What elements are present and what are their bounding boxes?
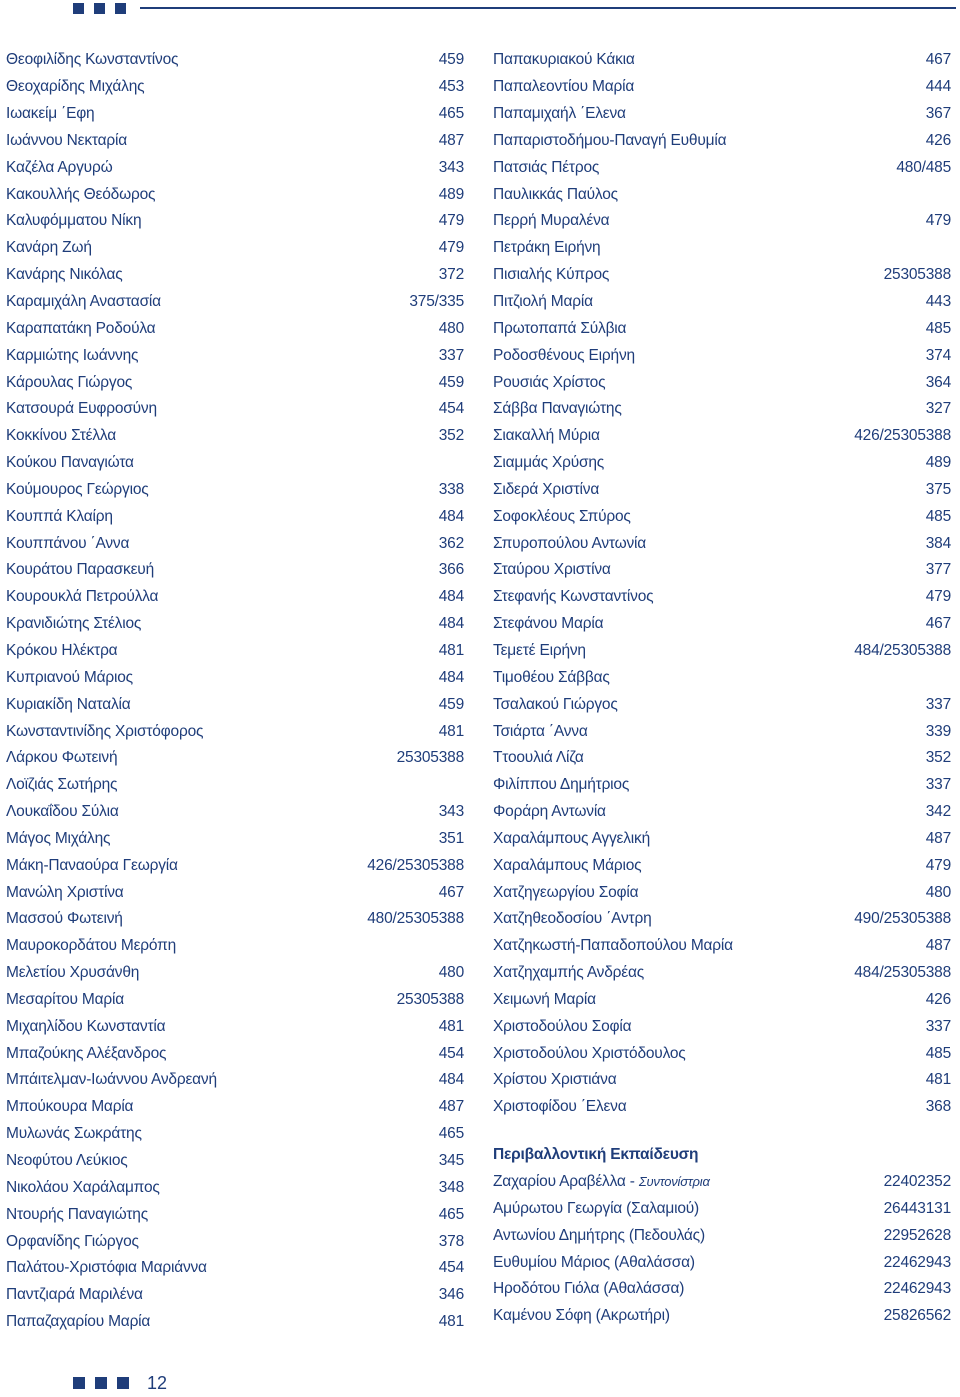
person-name: Κακουλλής Θεόδωρος	[6, 185, 156, 203]
list-item	[6, 745, 464, 772]
phone-extension: 487	[925, 937, 951, 955]
list-item	[493, 342, 951, 369]
list-item	[6, 557, 464, 584]
list-item	[493, 503, 951, 530]
person-name: Παπαριστοδήμου-Παναγή Ευθυμία	[493, 131, 727, 149]
phone-extension: 343	[438, 803, 464, 821]
list-item	[6, 289, 464, 316]
person-name: Μελετίου Χρυσάνθη	[6, 964, 140, 982]
phone-extension: 481	[438, 1313, 464, 1331]
person-name: Παπακυριακού Κάκια	[493, 51, 635, 69]
list-item	[493, 369, 951, 396]
list-item	[6, 691, 464, 718]
phone-extension: 467	[438, 883, 464, 901]
phone-extension: 465	[438, 1125, 464, 1143]
phone-extension: 368	[925, 1098, 951, 1116]
list-item	[6, 1174, 464, 1201]
list-item	[6, 396, 464, 423]
list-item	[6, 262, 464, 289]
list-item	[6, 1040, 464, 1067]
phone-extension: 480	[438, 319, 464, 337]
person-name: Χριστοφίδου ΄Ελενα	[493, 1098, 627, 1116]
person-name: Σταύρου Χριστίνα	[493, 561, 611, 579]
list-item	[493, 262, 951, 289]
person-name: Χατζηθεοδοσίου ΄Αντρη	[493, 910, 652, 928]
person-name: Χριστοδούλου Χριστόδουλος	[493, 1044, 686, 1062]
person-name: Κατσουρά Ευφροσύνη	[6, 400, 157, 418]
person-name: Μανώλη Χριστίνα	[6, 883, 124, 901]
person-name: Παυλικκάς Παύλος	[493, 185, 618, 203]
phone-extension: 338	[438, 480, 464, 498]
phone-extension: 378	[438, 1232, 464, 1250]
phone-extension: 364	[925, 373, 951, 391]
phone-extension: 25305388	[883, 266, 951, 284]
list-item	[6, 1282, 464, 1309]
person-name: Μεσαρίτου Μαρία	[6, 990, 125, 1008]
person-name: Κουππάνου ΄Αννα	[6, 534, 130, 552]
list-item	[6, 315, 464, 342]
person-name: Σοφοκλέους Σπύρος	[493, 507, 631, 525]
list-item	[6, 852, 464, 879]
person-name: Ηροδότου Γιόλα (Αθαλάσσα)	[493, 1280, 685, 1298]
phone-extension: 352	[438, 427, 464, 445]
person-name: Σάββα Παναγιώτης	[493, 400, 622, 418]
person-name: Σιακαλλή Μύρια	[493, 427, 600, 445]
list-item	[6, 235, 464, 262]
list-item	[6, 1067, 464, 1094]
phone-extension: 22952628	[883, 1226, 951, 1244]
list-item	[493, 960, 951, 987]
phone-extension: 22462943	[883, 1253, 951, 1271]
person-name: Καραμιχάλη Αναστασία	[6, 293, 161, 311]
phone-extension: 484	[438, 615, 464, 633]
person-name: Σιαμμάς Χρύσης	[493, 454, 605, 472]
list-item	[6, 825, 464, 852]
person-name: Τεμετέ Ειρήνη	[493, 641, 586, 659]
list-item	[493, 74, 951, 101]
phone-extension: 465	[438, 105, 464, 123]
phone-extension: 480/25305388	[367, 910, 464, 928]
square-marker-icon	[73, 3, 84, 14]
phone-extension: 25826562	[883, 1307, 951, 1325]
phone-extension: 479	[925, 856, 951, 874]
person-name: Κούμουρος Γεώργιος	[6, 480, 149, 498]
phone-extension: 426	[925, 131, 951, 149]
list-item	[6, 664, 464, 691]
list-item	[493, 128, 951, 155]
phone-extension: 342	[925, 803, 951, 821]
person-name: Θεοφιλίδης Κωνσταντίνος	[6, 51, 179, 69]
phone-extension: 481	[438, 1017, 464, 1035]
list-item	[493, 825, 951, 852]
person-name: Πρωτοπαπά Σύλβια	[493, 319, 627, 337]
list-item	[493, 315, 951, 342]
list-item	[493, 745, 951, 772]
phone-extension: 459	[438, 695, 464, 713]
list-item	[493, 1303, 951, 1330]
person-name: Ττοουλιά Λίζα	[493, 749, 584, 767]
header-squares	[73, 3, 126, 14]
phone-extension: 327	[925, 400, 951, 418]
person-name: Μασσού Φωτεινή	[6, 910, 123, 928]
phone-extension: 487	[438, 131, 464, 149]
list-item	[493, 530, 951, 557]
phone-extension: 484/25305388	[854, 964, 951, 982]
person-name: Κυριακίδη Ναταλία	[6, 695, 131, 713]
phone-extension: 454	[438, 400, 464, 418]
phone-extension: 375/335	[409, 293, 464, 311]
list-item	[6, 423, 464, 450]
person-name: Πετράκη Ειρήνη	[493, 239, 601, 257]
person-name: Παπαλεοντίου Μαρία	[493, 78, 635, 96]
header-rule	[140, 7, 956, 9]
list-item	[6, 1148, 464, 1175]
phone-extension: 26443131	[883, 1199, 951, 1217]
person-name: Φιλίππου Δημήτριος	[493, 776, 630, 794]
phone-extension: 479	[438, 212, 464, 230]
person-name: Παπαζαχαρίου Μαρία	[6, 1313, 151, 1331]
list-item	[493, 584, 951, 611]
list-item	[493, 396, 951, 423]
phone-extension: 487	[438, 1098, 464, 1116]
header-bar	[0, 0, 960, 16]
person-name: Καραπατάκη Ροδούλα	[6, 319, 156, 337]
person-name: Λουκαΐδου Σύλια	[6, 803, 119, 821]
phone-extension: 467	[925, 615, 951, 633]
list-item	[493, 289, 951, 316]
person-name: Χατζηκωστή-Παπαδοπούλου Μαρία	[493, 937, 733, 955]
list-item	[6, 960, 464, 987]
phone-extension: 346	[438, 1286, 464, 1304]
list-item	[493, 1276, 951, 1303]
phone-extension: 481	[438, 641, 464, 659]
phone-extension: 362	[438, 534, 464, 552]
list-item	[493, 718, 951, 745]
coordinator-phone: 22402352	[883, 1173, 951, 1191]
list-item	[493, 208, 951, 235]
square-marker-icon	[94, 3, 105, 14]
list-item	[6, 1309, 464, 1336]
coordinator-row	[493, 1169, 951, 1196]
person-name: Μάγος Μιχάλης	[6, 829, 111, 847]
phone-extension: 467	[925, 51, 951, 69]
phone-extension: 374	[925, 346, 951, 364]
list-item	[493, 47, 951, 74]
person-name: Κουππά Κλαίρη	[6, 507, 113, 525]
person-name: Χαραλάμπους Μάριος	[493, 856, 642, 874]
person-name: Χαραλάμπους Αγγελική	[493, 829, 651, 847]
person-name: Παντζιαρά Μαριλένα	[6, 1286, 143, 1304]
square-marker-icon	[73, 1377, 85, 1389]
phone-extension: 426/25305388	[367, 856, 464, 874]
phone-extension: 485	[925, 1044, 951, 1062]
person-name: Κρόκου Ηλέκτρα	[6, 641, 118, 659]
square-marker-icon	[115, 3, 126, 14]
phone-extension: 372	[438, 266, 464, 284]
phone-extension: 366	[438, 561, 464, 579]
person-name: Μυλωνάς Σωκράτης	[6, 1125, 142, 1143]
phone-extension: 367	[925, 105, 951, 123]
phone-extension: 443	[925, 293, 951, 311]
phone-extension: 343	[438, 158, 464, 176]
list-item	[6, 503, 464, 530]
phone-extension: 337	[925, 1017, 951, 1035]
phone-extension: 490/25305388	[854, 910, 951, 928]
list-item	[493, 1094, 951, 1121]
phone-extension: 351	[438, 829, 464, 847]
person-name: Ιωακείμ ΄Εφη	[6, 105, 95, 123]
list-item	[493, 611, 951, 638]
list-item	[6, 584, 464, 611]
list-item	[6, 74, 464, 101]
list-item	[493, 557, 951, 584]
person-name: Σπυροπούλου Αντωνία	[493, 534, 647, 552]
list-item	[6, 1201, 464, 1228]
coordinator-role: Συντονίστρια	[638, 1174, 710, 1190]
person-name: Κοκκίνου Στέλλα	[6, 427, 116, 445]
phone-extension: 481	[438, 722, 464, 740]
list-item	[493, 1195, 951, 1222]
list-item	[493, 1249, 951, 1276]
phone-extension: 377	[925, 561, 951, 579]
phone-extension: 484	[438, 668, 464, 686]
phone-extension: 489	[438, 185, 464, 203]
list-item	[493, 933, 951, 960]
list-item	[493, 101, 951, 128]
person-name: Μιχαηλίδου Κωνσταντία	[6, 1017, 166, 1035]
list-item	[6, 799, 464, 826]
list-item	[6, 47, 464, 74]
person-name: Νικολάου Χαράλαμπος	[6, 1178, 160, 1196]
list-item	[493, 691, 951, 718]
person-name: Καζέλα Αργυρώ	[6, 158, 113, 176]
phone-extension: 25305388	[396, 749, 464, 767]
person-name: Φοράρη Αντωνία	[493, 803, 606, 821]
phone-extension: 352	[925, 749, 951, 767]
person-name: Κάρουλας Γιώργος	[6, 373, 133, 391]
phone-extension: 480	[925, 883, 951, 901]
phone-extension: 484	[438, 588, 464, 606]
list-item	[6, 933, 464, 960]
list-item	[493, 906, 951, 933]
list-item	[493, 235, 951, 262]
person-name: Αντωνίου Δημήτρης (Πεδουλάς)	[493, 1226, 705, 1244]
phone-extension: 454	[438, 1044, 464, 1062]
person-name: Χειμωνή Μαρία	[493, 990, 596, 1008]
list-item	[6, 530, 464, 557]
person-name: Σιδερά Χριστίνα	[493, 480, 600, 498]
phone-extension: 484	[438, 1071, 464, 1089]
list-item	[493, 1067, 951, 1094]
list-item	[493, 154, 951, 181]
list-item	[493, 423, 951, 450]
page-number: 12	[147, 1373, 168, 1393]
phone-extension: 339	[925, 722, 951, 740]
phone-extension: 480/485	[896, 158, 951, 176]
list-item	[6, 1255, 464, 1282]
phone-extension: 479	[925, 212, 951, 230]
person-name: Χρίστου Χριστιάνα	[493, 1071, 617, 1089]
phone-extension: 375	[925, 480, 951, 498]
list-item	[493, 1222, 951, 1249]
person-name: Αμύρωτου Γεωργία (Σαλαμιού)	[493, 1199, 699, 1217]
right-directory-column	[493, 47, 951, 1330]
list-item	[6, 987, 464, 1014]
person-name: Ευθυμίου Μάριος (Αθαλάσσα)	[493, 1253, 695, 1271]
phone-extension: 25305388	[396, 990, 464, 1008]
coordinator-name-text: Ζαχαρίου Αραβέλλα -	[493, 1173, 639, 1191]
person-name: Τσαλακού Γιώργος	[493, 695, 618, 713]
list-item	[6, 611, 464, 638]
list-item	[493, 1040, 951, 1067]
person-name: Χριστοδούλου Σοφία	[493, 1017, 632, 1035]
list-item	[493, 664, 951, 691]
coordinator-name	[493, 1173, 710, 1191]
left-directory-column	[6, 47, 464, 1336]
phone-extension: 454	[438, 1259, 464, 1277]
list-item	[6, 1094, 464, 1121]
person-name: Στεφάνου Μαρία	[493, 615, 604, 633]
phone-extension: 337	[438, 346, 464, 364]
person-name: Ροδοσθένους Ειρήνη	[493, 346, 635, 364]
person-name: Νεοφύτου Λεύκιος	[6, 1152, 128, 1170]
person-name: Μπάιτελμαν-Ιωάννου Ανδρεανή	[6, 1071, 217, 1089]
phone-extension: 453	[438, 78, 464, 96]
phone-extension: 479	[438, 239, 464, 257]
square-marker-icon	[95, 1377, 107, 1389]
phone-extension: 485	[925, 319, 951, 337]
list-item	[6, 1013, 464, 1040]
person-name: Τσιάρτα ΄Αννα	[493, 722, 588, 740]
phone-extension: 465	[438, 1205, 464, 1223]
person-name: Μπούκουρα Μαρία	[6, 1098, 134, 1116]
list-item	[6, 181, 464, 208]
person-name: Λάρκου Φωτεινή	[6, 749, 118, 767]
phone-extension: 337	[925, 695, 951, 713]
section-spacer	[493, 1121, 951, 1142]
list-item	[493, 852, 951, 879]
list-item	[6, 477, 464, 504]
person-name: Παπαμιχαήλ ΄Ελενα	[493, 105, 626, 123]
section-heading	[493, 1142, 951, 1169]
person-name: Στεφανής Κωνσταντίνος	[493, 588, 654, 606]
person-name: Καμένου Σόφη (Ακρωτήρι)	[493, 1307, 670, 1325]
person-name: Μπαζούκης Αλέξανδρος	[6, 1044, 167, 1062]
person-name: Μάκη-Παναούρα Γεωργία	[6, 856, 178, 874]
list-item	[6, 101, 464, 128]
person-name: Τιμοθέου Σάββας	[493, 668, 610, 686]
list-item	[6, 208, 464, 235]
list-item	[493, 772, 951, 799]
person-name: Ορφανίδης Γιώργος	[6, 1232, 139, 1250]
list-item	[493, 450, 951, 477]
person-name: Κουράτου Παρασκευή	[6, 561, 154, 579]
person-name: Πατσιάς Πέτρος	[493, 158, 600, 176]
list-item	[6, 879, 464, 906]
person-name: Κουρουκλά Πετρούλλα	[6, 588, 159, 606]
person-name: Λοϊζιάς Σωτήρης	[6, 776, 118, 794]
phone-extension: 426	[925, 990, 951, 1008]
person-name: Κανάρης Νικόλας	[6, 266, 123, 284]
list-item	[6, 1228, 464, 1255]
phone-extension: 337	[925, 776, 951, 794]
person-name: Κρανιδιώτης Στέλιος	[6, 615, 142, 633]
phone-extension: 345	[438, 1152, 464, 1170]
person-name: Χατζηχαμπής Ανδρέας	[493, 964, 645, 982]
page-footer	[73, 1374, 167, 1392]
list-item	[6, 638, 464, 665]
phone-extension: 479	[925, 588, 951, 606]
phone-extension: 348	[438, 1178, 464, 1196]
list-item	[6, 450, 464, 477]
list-item	[6, 154, 464, 181]
phone-extension: 384	[925, 534, 951, 552]
person-name: Ρουσιάς Χρίστος	[493, 373, 606, 391]
phone-extension: 485	[925, 507, 951, 525]
list-item	[6, 1121, 464, 1148]
list-item	[6, 772, 464, 799]
list-item	[6, 718, 464, 745]
person-name: Παλάτου-Χριστόφια Μαριάννα	[6, 1259, 207, 1277]
list-item	[6, 342, 464, 369]
phone-extension: 444	[925, 78, 951, 96]
person-name: Καρμιώτης Ιωάννης	[6, 346, 139, 364]
person-name: Καλυφόμματου Νίκη	[6, 212, 142, 230]
person-name: Χατζηγεωργίου Σοφία	[493, 883, 639, 901]
list-item	[6, 128, 464, 155]
list-item	[6, 906, 464, 933]
list-item	[493, 799, 951, 826]
phone-extension: 459	[438, 373, 464, 391]
person-name: Κωνσταντινίδης Χριστόφορος	[6, 722, 204, 740]
person-name: Κούκου Παναγιώτα	[6, 454, 134, 472]
phone-extension: 489	[925, 454, 951, 472]
list-item	[493, 477, 951, 504]
phone-extension: 487	[925, 829, 951, 847]
phone-extension: 484/25305388	[854, 641, 951, 659]
person-name: Μαυροκορδάτου Μερόπη	[6, 937, 177, 955]
list-item	[493, 638, 951, 665]
person-name: Ντουρής Παναγιώτης	[6, 1205, 148, 1223]
person-name: Πισιαλής Κύπρος	[493, 266, 610, 284]
phone-extension: 459	[438, 51, 464, 69]
list-item	[493, 1013, 951, 1040]
list-item	[493, 181, 951, 208]
section-heading-text: Περιβαλλοντική Εκπαίδευση	[493, 1146, 699, 1164]
person-name: Περρή Μυραλένα	[493, 212, 610, 230]
square-marker-icon	[117, 1377, 129, 1389]
phone-extension: 22462943	[883, 1280, 951, 1298]
list-item	[6, 369, 464, 396]
person-name: Ιωάννου Νεκταρία	[6, 131, 128, 149]
phone-extension: 480	[438, 964, 464, 982]
list-item	[493, 879, 951, 906]
person-name: Κυπριανού Μάριος	[6, 668, 133, 686]
list-item	[493, 987, 951, 1014]
person-name: Θεοχαρίδης Μιχάλης	[6, 78, 145, 96]
person-name: Κανάρη Ζωή	[6, 239, 92, 257]
person-name: Πιτζιολή Μαρία	[493, 293, 593, 311]
phone-extension: 484	[438, 507, 464, 525]
phone-extension: 481	[925, 1071, 951, 1089]
phone-extension: 426/25305388	[854, 427, 951, 445]
